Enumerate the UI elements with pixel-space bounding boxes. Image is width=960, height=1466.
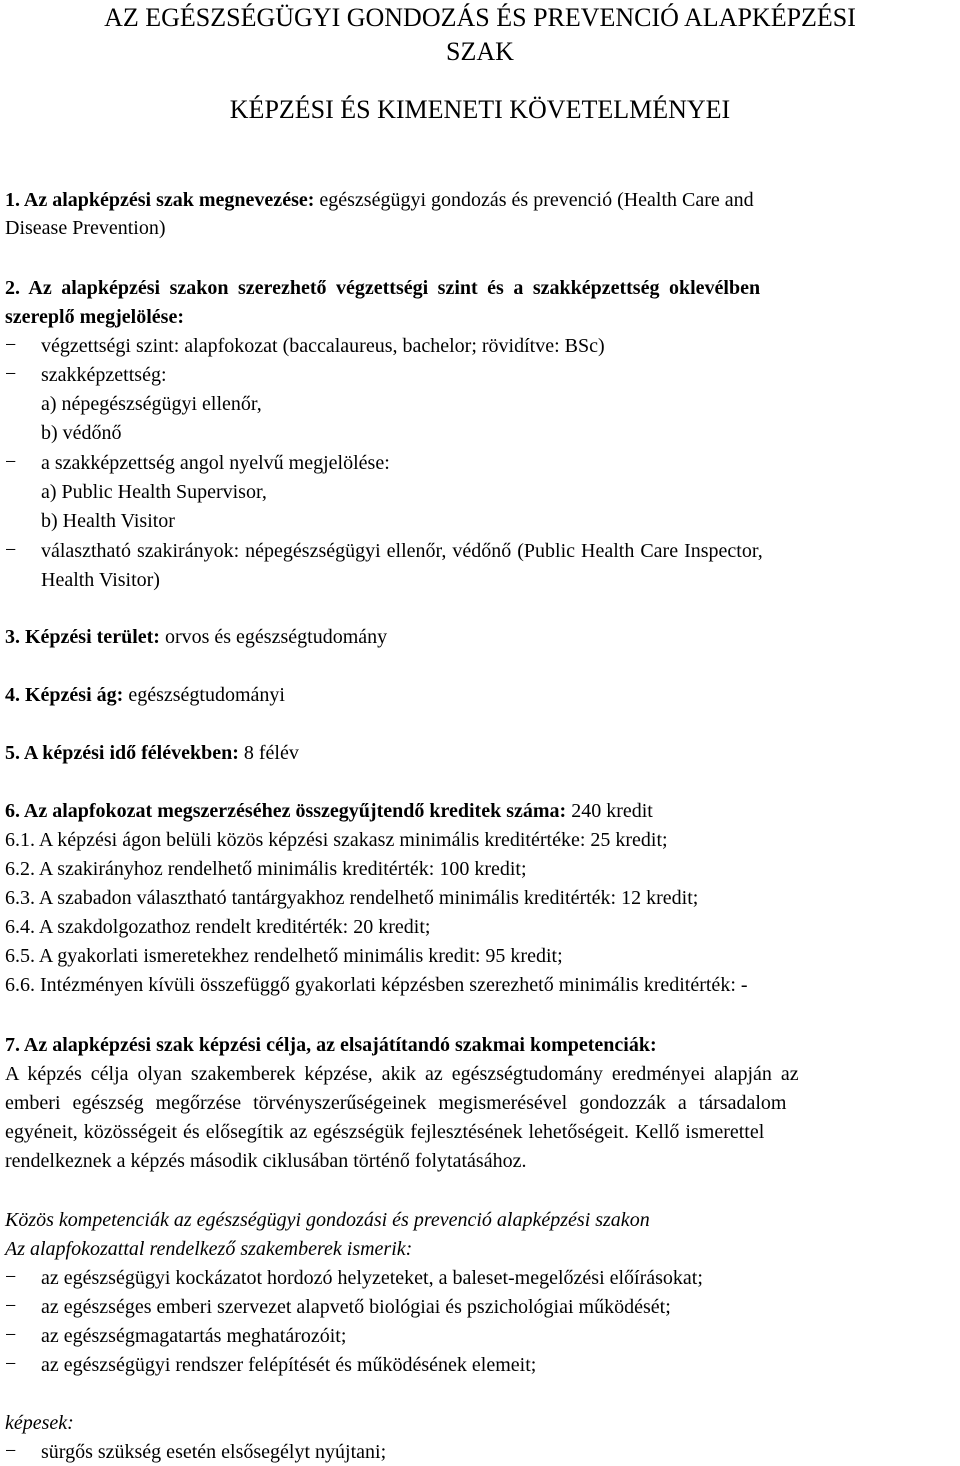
english-name-a: a) Public Health Supervisor, — [41, 481, 267, 503]
list-dash: − — [5, 1266, 17, 1288]
section-4-text: egészségtudományi — [123, 684, 285, 706]
section-3-text: orvos és egészségtudomány — [159, 626, 388, 648]
list-dash: − — [5, 1440, 17, 1462]
section-4-label: 4. Képzési ág: — [5, 684, 124, 706]
specializations-item-cont: Health Visitor) — [41, 569, 160, 591]
list-dash: − — [5, 539, 17, 561]
section-1-text: egészségügyi gondozás és prevenció (Health Care and — [314, 189, 754, 211]
section-6 — [5, 799, 653, 823]
credit-item: 6.1. A képzési ágon belüli közös képzési szakasz minimális kreditértéke: 25 kredit; — [5, 829, 668, 851]
credit-item: 6.5. A gyakorlati ismeretekhez rendelhető minimális kredit: 95 kredit; — [5, 945, 563, 967]
section-7-paragraph-line: A képzés célja olyan szakemberek képzése, akik az egészségtudomány eredményei alapján az — [5, 1063, 799, 1085]
document-title-line-2: SZAK — [446, 37, 514, 66]
section-1-label: 1. Az alapképzési szak megnevezése: — [5, 189, 315, 211]
competency-item: az egészségügyi kockázatot hordozó helyzeteket, a baleset-megelőzési előírásokat; — [41, 1267, 703, 1289]
list-dash: − — [5, 1353, 17, 1375]
list-dash: − — [5, 1324, 17, 1346]
credit-item: 6.3. A szabadon választható tantárgyakhoz rendelhető minimális kreditérték: 12 kredit; — [5, 887, 699, 909]
section-7-paragraph-line: rendelkeznek a képzés második ciklusában történő folytatásához. — [5, 1150, 527, 1172]
qualification-b: b) védőnő — [41, 422, 122, 444]
competencies-subheading: Az alapfokozattal rendelkező szakemberek ismerik: — [5, 1238, 413, 1260]
section-7-paragraph-line: egyéneit, közösségeit és elősegítik az egészségük fejlesztésének lehetőségeit. Kellő ismerettel — [5, 1121, 765, 1143]
abilities-subheading: képesek: — [5, 1412, 74, 1434]
list-dash: − — [5, 451, 17, 473]
credit-item: 6.4. A szakdolgozathoz rendelt kreditérték: 20 kredit; — [5, 916, 431, 938]
section-6-text: 240 kredit — [566, 800, 653, 822]
section-1 — [5, 188, 754, 212]
section-5-label: 5. A képzési idő félévekben: — [5, 742, 239, 764]
qualification-item: szakképzettség: — [41, 364, 167, 386]
section-7-paragraph-line: emberi egészség megőrzése törvényszerűségeinek megismerésével gondozzák a társadalom — [5, 1092, 787, 1114]
list-dash: − — [5, 363, 17, 385]
credit-item: 6.2. A szakirányhoz rendelhető minimális kreditérték: 100 kredit; — [5, 858, 527, 880]
specializations-item: választható szakirányok: népegészségügyi ellenőr, védőnő (Public Health Care Inspector, — [41, 540, 763, 562]
section-2-label-cont: szereplő megjelölése: — [5, 306, 184, 328]
section-5-text: 8 félév — [238, 742, 299, 764]
list-dash: − — [5, 1295, 17, 1317]
english-name-b: b) Health Visitor — [41, 510, 175, 532]
section-7-label: 7. Az alapképzési szak képzési célja, az elsajátítandó szakmai kompetenciák: — [5, 1034, 657, 1056]
section-5 — [5, 741, 299, 765]
qualification-a: a) népegészségügyi ellenőr, — [41, 393, 262, 415]
section-4 — [5, 683, 285, 707]
competency-item: az egészségmagatartás meghatározóit; — [41, 1325, 347, 1347]
section-3 — [5, 625, 387, 649]
document-subtitle: KÉPZÉSI ÉS KIMENETI KÖVETELMÉNYEI — [229, 95, 731, 124]
section-2-label: 2. Az alapképzési szakon szerezhető végzettségi szint és a szakképzettség oklevélben — [5, 277, 761, 299]
document-title-line-1: AZ EGÉSZSÉGÜGYI GONDOZÁS ÉS PREVENCIÓ ALAPKÉPZÉSI — [104, 3, 856, 32]
english-name-item: a szakképzettség angol nyelvű megjelölése: — [41, 452, 390, 474]
competencies-heading: Közös kompetenciák az egészségügyi gondozási és prevenció alapképzési szakon — [5, 1209, 650, 1231]
section-6-label: 6. Az alapfokozat megszerzéséhez összegyűjtendő kreditek száma: — [5, 800, 567, 822]
section-1-text-cont: Disease Prevention) — [5, 217, 166, 239]
competency-item: az egészségügyi rendszer felépítését és működésének elemeit; — [41, 1354, 537, 1376]
competency-item: az egészséges emberi szervezet alapvető biológiai és pszichológiai működését; — [41, 1296, 671, 1318]
list-dash: − — [5, 334, 17, 356]
degree-level-item: végzettségi szint: alapfokozat (baccalaureus, bachelor; rövidítve: BSc) — [41, 335, 605, 357]
credit-item: 6.6. Intézményen kívüli összefüggő gyakorlati képzésben szerezhető minimális kreditérték: - — [5, 974, 748, 996]
ability-item: sürgős szükség esetén elsősegélyt nyújtani; — [41, 1441, 387, 1463]
section-3-label: 3. Képzési terület: — [5, 626, 160, 648]
